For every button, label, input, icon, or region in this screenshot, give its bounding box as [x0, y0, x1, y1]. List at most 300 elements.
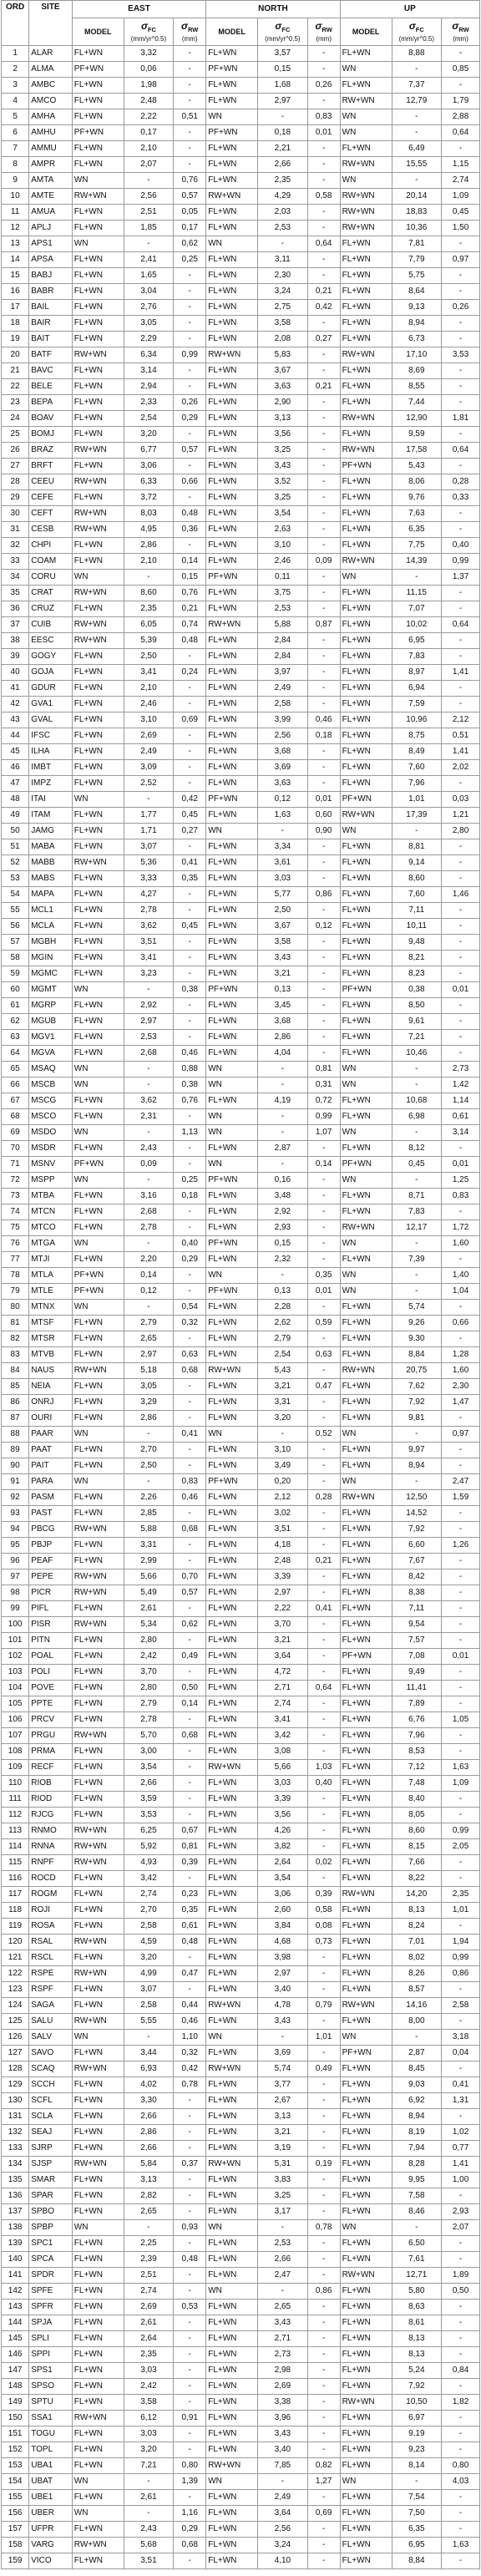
up-sigma-rw-cell: - [442, 903, 480, 919]
north-sigma-fc-cell: 3,41 [258, 1712, 308, 1728]
east-sigma-fc-cell: 2,68 [124, 1046, 174, 1062]
north-sigma-rw-cell: - [307, 2236, 340, 2252]
east-sigma-rw-cell: - [174, 1776, 206, 1792]
ord-cell: 64 [2, 1046, 29, 1062]
up-sigma-fc-cell: 17,58 [392, 443, 442, 459]
ord-cell: 62 [2, 1014, 29, 1030]
ord-cell: 69 [2, 1125, 29, 1141]
east-sigma-rw-cell: - [174, 538, 206, 554]
up-sigma-fc-cell: 8,02 [392, 1950, 442, 1966]
table-row [2, 2268, 480, 2284]
north-sigma-fc-cell: 5,83 [258, 347, 308, 363]
up-sigma-rw-cell: - [442, 966, 480, 982]
north-sigma-rw-cell: - [307, 649, 340, 665]
table-row [2, 2157, 480, 2173]
ord-cell: 29 [2, 490, 29, 506]
north-sigma-rw-cell: 0,19 [307, 2157, 340, 2173]
ord-cell: 158 [2, 2538, 29, 2553]
east-sigma-rw-cell: - [174, 2188, 206, 2204]
east-sigma-fc-cell: 3,31 [124, 1538, 174, 1554]
up-model-cell: FL+WN [340, 284, 392, 300]
east-sigma-fc-cell: 3,62 [124, 919, 174, 935]
north-sigma-rw-cell: - [307, 1411, 340, 1427]
north-model-cell: FL+WN [206, 1522, 258, 1538]
up-model-cell: FL+WN [340, 2315, 392, 2331]
site-cell: EESC [29, 633, 73, 649]
north-sigma-fc-cell: - [258, 824, 308, 839]
up-sigma-fc-cell: 7,60 [392, 760, 442, 776]
north-sigma-rw-cell: - [307, 2442, 340, 2458]
table-row [2, 982, 480, 998]
north-sigma-rw-cell: - [307, 1395, 340, 1411]
up-sigma-rw-cell: - [442, 1808, 480, 1823]
up-model-cell: FL+WN [340, 697, 392, 712]
east-sigma-rw-cell: 0,57 [174, 1585, 206, 1601]
ord-cell: 153 [2, 2458, 29, 2474]
north-model-cell: WN [206, 1125, 258, 1141]
ord-cell: 88 [2, 1427, 29, 1443]
north-model-cell: FL+WN [206, 903, 258, 919]
site-cell: BAIT [29, 332, 73, 347]
east-sigma-rw-cell: - [174, 2284, 206, 2300]
up-sigma-rw-cell: - [442, 2300, 480, 2315]
table-row [2, 459, 480, 474]
north-model-cell: FL+WN [206, 46, 258, 62]
north-sigma-fc-cell: 0,11 [258, 570, 308, 586]
north-sigma-fc-cell: 2,65 [258, 2300, 308, 2315]
east-sigma-fc-cell: 6,12 [124, 2411, 174, 2426]
up-sigma-fc-cell: 8,84 [392, 2553, 442, 2569]
north-sigma-rw-cell: - [307, 268, 340, 284]
up-sigma-rw-cell: - [442, 2252, 480, 2268]
table-row [2, 1490, 480, 1506]
site-cell: VICO [29, 2553, 73, 2569]
north-sigma-fc-cell: 3,25 [258, 2188, 308, 2204]
north-model-cell: FL+WN [206, 2236, 258, 2252]
site-cell: ALAR [29, 46, 73, 62]
east-sigma-rw-cell: 0,69 [174, 712, 206, 728]
up-model-cell: FL+WN [340, 839, 392, 855]
up-sigma-fc-cell: 8,69 [392, 363, 442, 379]
east-model-cell: FL+WN [72, 2458, 124, 2474]
table-row [2, 586, 480, 601]
ord-cell: 40 [2, 665, 29, 681]
north-sigma-fc-cell: 3,21 [258, 1379, 308, 1395]
north-model-cell: FL+WN [206, 808, 258, 824]
east-sigma-fc-cell: 2,33 [124, 395, 174, 411]
up-model-cell: WN [340, 1284, 392, 1300]
east-sigma-fc-cell: 2,51 [124, 205, 174, 221]
east-model-cell: FL+WN [72, 78, 124, 94]
site-cell: CESB [29, 522, 73, 538]
up-model-cell: FL+WN [340, 2506, 392, 2522]
site-cell: PEAF [29, 1554, 73, 1569]
north-model-cell: FL+WN [206, 2331, 258, 2347]
up-sigma-rw-cell: - [442, 395, 480, 411]
east-sigma-fc-cell: 2,86 [124, 538, 174, 554]
ord-cell: 39 [2, 649, 29, 665]
up-model-cell: FL+WN [340, 2093, 392, 2109]
east-model-cell: RW+WN [72, 1839, 124, 1855]
up-sigma-rw-cell: - [442, 1141, 480, 1157]
east-sigma-rw-cell: - [174, 681, 206, 697]
table-row [2, 2395, 480, 2411]
up-sigma-fc-cell: 17,10 [392, 347, 442, 363]
up-sigma-fc-cell: 7,44 [392, 395, 442, 411]
ord-cell: 16 [2, 284, 29, 300]
north-model-cell: FL+WN [206, 1617, 258, 1633]
east-sigma-rw-cell: 0,62 [174, 1617, 206, 1633]
north-sigma-fc-cell: 0,16 [258, 1173, 308, 1189]
site-cell: ALMA [29, 62, 73, 78]
north-sigma-fc-cell: 3,63 [258, 776, 308, 792]
east-sigma-rw-cell: 0,57 [174, 443, 206, 459]
site-cell: BATF [29, 347, 73, 363]
up-sigma-fc-cell: 7,62 [392, 1379, 442, 1395]
north-sigma-rw-cell: 0,72 [307, 1093, 340, 1109]
east-model-cell: FL+WN [72, 1538, 124, 1554]
east-sigma-rw-cell: 0,80 [174, 2458, 206, 2474]
table-row [2, 347, 480, 363]
up-sigma-fc-cell: 7,57 [392, 1633, 442, 1649]
up-sigma-fc-cell: 9,95 [392, 2173, 442, 2188]
site-cell: MSNV [29, 1157, 73, 1173]
up-model-cell: WN [340, 2474, 392, 2490]
east-model-cell: RW+WN [72, 1728, 124, 1744]
north-sigma-fc-cell: 3,10 [258, 538, 308, 554]
east-model-cell: FL+WN [72, 2093, 124, 2109]
east-sigma-fc-cell: 5,70 [124, 1728, 174, 1744]
east-model-cell: PF+WN [72, 62, 124, 78]
east-model-cell: FL+WN [72, 712, 124, 728]
up-sigma-rw-cell: - [442, 506, 480, 522]
site-cell: AMPR [29, 157, 73, 173]
north-model-cell: FL+WN [206, 1411, 258, 1427]
ord-cell: 33 [2, 554, 29, 570]
up-model-cell: FL+WN [340, 871, 392, 887]
north-sigma-fc-cell: 3,52 [258, 474, 308, 490]
up-sigma-rw-cell: - [442, 1681, 480, 1696]
table-row [2, 935, 480, 951]
east-sigma-fc-cell: 6,34 [124, 347, 174, 363]
north-sigma-rw-cell: - [307, 1300, 340, 1316]
east-model-cell: PF+WN [72, 1284, 124, 1300]
up-sigma-fc-cell: - [392, 1268, 442, 1284]
site-cell: CEEU [29, 474, 73, 490]
east-model-cell: WN [72, 1236, 124, 1252]
up-model-cell: FL+WN [340, 1538, 392, 1554]
site-cell: GVA1 [29, 697, 73, 712]
east-sigma-fc-cell: 3,72 [124, 490, 174, 506]
ord-cell: 116 [2, 1871, 29, 1887]
up-sigma-fc-cell: 7,39 [392, 1252, 442, 1268]
table-row [2, 300, 480, 316]
site-cell: SPPI [29, 2347, 73, 2363]
north-sigma-rw-cell: - [307, 935, 340, 951]
north-sigma-fc-cell: 3,03 [258, 1776, 308, 1792]
up-sigma-rw-cell: 1,25 [442, 1173, 480, 1189]
up-sigma-rw-cell: 0,64 [442, 443, 480, 459]
up-sigma-rw-cell: - [442, 1792, 480, 1808]
east-model-cell: FL+WN [72, 951, 124, 966]
table-row [2, 728, 480, 744]
north-model-cell: FL+WN [206, 839, 258, 855]
up-model-cell: FL+WN [340, 2347, 392, 2363]
up-sigma-rw-cell: 0,97 [442, 252, 480, 268]
east-sigma-rw-cell: 0,24 [174, 665, 206, 681]
east-model-cell: FL+WN [72, 94, 124, 109]
north-sigma-rw-cell: 0,01 [307, 1284, 340, 1300]
north-sigma-fc-cell: 3,39 [258, 1792, 308, 1808]
up-sigma-rw-cell: - [442, 1014, 480, 1030]
site-cell: ILHA [29, 744, 73, 760]
up-header: UP [340, 1, 479, 18]
east-model-cell: FL+WN [72, 2490, 124, 2506]
table-row [2, 966, 480, 982]
east-sigma-rw-cell: - [174, 1665, 206, 1681]
table-row [2, 2077, 480, 2093]
up-sigma-fc-cell: 18,83 [392, 205, 442, 221]
up-sigma-rw-cell: 1,63 [442, 2538, 480, 2553]
table-row [2, 2490, 480, 2506]
up-model-cell: FL+WN [340, 1823, 392, 1839]
up-sigma-fc-cell: - [392, 2030, 442, 2046]
up-sigma-rw-cell: - [442, 681, 480, 697]
north-sigma-rw-cell: - [307, 141, 340, 157]
up-model-cell: PF+WN [340, 982, 392, 998]
north-model-cell: FL+WN [206, 1871, 258, 1887]
up-model-cell: WN [340, 2220, 392, 2236]
east-sigma-fc-cell: 2,61 [124, 2315, 174, 2331]
north-sigma-rw-cell: - [307, 665, 340, 681]
up-sigma-rw-cell: 0,86 [442, 1966, 480, 1982]
ord-cell: 5 [2, 109, 29, 125]
up-sigma-fc-cell: - [392, 1427, 442, 1443]
east-sigma-rw-cell: 0,68 [174, 1522, 206, 1538]
east-sigma-rw-cell: - [174, 1538, 206, 1554]
north-model-cell: WN [206, 2284, 258, 2300]
east-sigma-fc-cell: 0,17 [124, 125, 174, 141]
north-sigma-rw-cell: 1,27 [307, 2474, 340, 2490]
east-sigma-fc-cell: 2,70 [124, 1903, 174, 1919]
up-model-cell: FL+WN [340, 1204, 392, 1220]
north-sigma-rw-cell: - [307, 1014, 340, 1030]
east-sigma-rw-cell: - [174, 2442, 206, 2458]
ord-cell: 129 [2, 2077, 29, 2093]
site-cell: MSCB [29, 1078, 73, 1093]
up-model-cell: FL+WN [340, 2284, 392, 2300]
up-sigma-rw-cell: 4,03 [442, 2474, 480, 2490]
east-sigma-fc-cell: 0,14 [124, 1268, 174, 1284]
up-model-cell: RW+WN [340, 221, 392, 236]
ord-cell: 65 [2, 1062, 29, 1078]
table-row [2, 1284, 480, 1300]
east-sigma-fc-cell: 3,16 [124, 1189, 174, 1204]
east-sigma-fc-cell: 2,56 [124, 189, 174, 205]
table-row [2, 1474, 480, 1490]
ord-cell: 14 [2, 252, 29, 268]
up-model-cell: FL+WN [340, 2061, 392, 2077]
table-row [2, 474, 480, 490]
north-model-cell: FL+WN [206, 1569, 258, 1585]
up-sigma-rw-cell: 1,15 [442, 157, 480, 173]
ord-cell: 111 [2, 1792, 29, 1808]
up-model-cell: WN [340, 1236, 392, 1252]
north-model-cell: PF+WN [206, 570, 258, 586]
east-model-cell: RW+WN [72, 347, 124, 363]
north-model-cell: FL+WN [206, 1316, 258, 1331]
ord-cell: 1 [2, 46, 29, 62]
north-model-cell: FL+WN [206, 506, 258, 522]
north-model-cell: FL+WN [206, 649, 258, 665]
up-sigma-fc-cell: 7,50 [392, 2506, 442, 2522]
up-sigma-fc-cell: - [392, 2474, 442, 2490]
north-sigma-rw-cell: - [307, 855, 340, 871]
up-sigma-rw-cell: 1,00 [442, 2173, 480, 2188]
east-sigma-rw-cell: - [174, 379, 206, 395]
north-sigma-rw-cell: 0,09 [307, 554, 340, 570]
up-model-cell: FL+WN [340, 141, 392, 157]
east-sigma-rw-cell: - [174, 2395, 206, 2411]
east-sigma-fc-cell: 8,60 [124, 586, 174, 601]
up-model-cell: FL+WN [340, 1681, 392, 1696]
table-row [2, 1522, 480, 1538]
table-row [2, 189, 480, 205]
site-cell: POAL [29, 1649, 73, 1665]
up-sigma-rw-cell: 0,64 [442, 617, 480, 633]
east-sigma-rw-cell: - [174, 1982, 206, 1998]
east-sigma-rw-cell: 0,68 [174, 2538, 206, 2553]
east-sigma-fc-cell: 3,54 [124, 1760, 174, 1776]
up-sigma-fc-cell: 5,74 [392, 1300, 442, 1316]
table-row [2, 760, 480, 776]
east-model-cell: FL+WN [72, 966, 124, 982]
north-sigma-rw-cell: 1,07 [307, 1125, 340, 1141]
up-sigma-rw-cell: - [442, 1982, 480, 1998]
up-model-cell: FL+WN [340, 1617, 392, 1633]
up-sigma-rw-cell: 0,01 [442, 982, 480, 998]
ord-cell: 139 [2, 2236, 29, 2252]
up-model-cell: FL+WN [340, 935, 392, 951]
north-sigma-fc-cell: 4,68 [258, 1935, 308, 1950]
up-sigma-rw-cell: 2,93 [442, 2204, 480, 2220]
ord-cell: 77 [2, 1252, 29, 1268]
east-model-cell: WN [72, 2506, 124, 2522]
ord-cell: 50 [2, 824, 29, 839]
north-sigma-rw-cell: - [307, 1633, 340, 1649]
east-model-header: MODEL [72, 18, 124, 46]
up-sigma-rw-cell: - [442, 2188, 480, 2204]
north-model-cell: FL+WN [206, 427, 258, 443]
up-sigma-fc-cell: 9,03 [392, 2077, 442, 2093]
north-sigma-rw-cell: 0,86 [307, 887, 340, 903]
north-model-cell: FL+WN [206, 1728, 258, 1744]
table-row [2, 1998, 480, 2014]
east-sigma-rw-cell: - [174, 1157, 206, 1173]
up-sigma-rw-cell: - [442, 2522, 480, 2538]
east-sigma-rw-cell: - [174, 760, 206, 776]
table-row [2, 2331, 480, 2347]
up-sigma-fc-cell: 7,67 [392, 1554, 442, 1569]
up-model-cell: WN [340, 1173, 392, 1189]
east-sigma-fc-cell: 3,44 [124, 2046, 174, 2061]
east-model-cell: RW+WN [72, 189, 124, 205]
table-row [2, 697, 480, 712]
north-model-cell: FL+WN [206, 1823, 258, 1839]
site-cell: BAIL [29, 300, 73, 316]
site-cell: RJCG [29, 1808, 73, 1823]
east-sigma-rw-cell: - [174, 887, 206, 903]
ord-cell: 99 [2, 1601, 29, 1617]
east-model-cell: FL+WN [72, 268, 124, 284]
north-sigma-rw-cell: - [307, 2173, 340, 2188]
north-model-cell: WN [206, 1427, 258, 1443]
east-model-cell: WN [72, 2030, 124, 2046]
north-model-cell: FL+WN [206, 1046, 258, 1062]
north-sigma-fc-cell: 3,43 [258, 951, 308, 966]
up-model-cell: FL+WN [340, 474, 392, 490]
north-sigma-rw-cell: - [307, 1189, 340, 1204]
north-model-cell: FL+WN [206, 2315, 258, 2331]
up-sigma-fc-cell: 9,13 [392, 300, 442, 316]
up-sigma-fc-cell: 8,14 [392, 2458, 442, 2474]
up-sigma-rw-cell: - [442, 2014, 480, 2030]
up-sigma-rw-cell: 0,61 [442, 1109, 480, 1125]
up-sigma-rw-cell: - [442, 855, 480, 871]
up-sigma-rw-cell: - [442, 268, 480, 284]
up-sigma-rw-cell: - [442, 459, 480, 474]
up-sigma-rw-cell: - [442, 2347, 480, 2363]
east-sigma-fc-cell: 2,79 [124, 1316, 174, 1331]
up-sigma-fc-cell: 7,94 [392, 2141, 442, 2157]
east-model-cell: FL+WN [72, 252, 124, 268]
site-cell: BAVC [29, 363, 73, 379]
up-model-cell: FL+WN [340, 1316, 392, 1331]
north-sigma-rw-cell: - [307, 1220, 340, 1236]
up-model-cell: FL+WN [340, 2442, 392, 2458]
east-sigma-fc-cell: 7,21 [124, 2458, 174, 2474]
north-sigma-fc-cell: 2,49 [258, 681, 308, 697]
site-cell: MTSR [29, 1331, 73, 1347]
east-model-cell: FL+WN [72, 2300, 124, 2315]
east-model-cell: FL+WN [72, 2141, 124, 2157]
site-cell: AMCO [29, 94, 73, 109]
up-model-cell: FL+WN [340, 887, 392, 903]
east-sigma-fc-cell: 6,33 [124, 474, 174, 490]
north-model-cell: FL+WN [206, 2077, 258, 2093]
east-sigma-fc-cell: - [124, 2506, 174, 2522]
east-sigma-rw-cell: 0,76 [174, 586, 206, 601]
up-sigma-rw-cell: - [442, 1046, 480, 1062]
up-sigma-rw-cell: 1,41 [442, 744, 480, 760]
up-sigma-fc-cell: - [392, 1062, 442, 1078]
up-sigma-rw-cell: - [442, 1919, 480, 1935]
site-cell: GOJA [29, 665, 73, 681]
east-sigma-fc-cell: 1,85 [124, 221, 174, 236]
east-model-cell: FL+WN [72, 2046, 124, 2061]
east-sigma-rw-cell: - [174, 1443, 206, 1458]
up-sigma-rw-header: $\sigma_{RW}$ (mm) [442, 18, 480, 46]
up-model-cell: RW+WN [340, 2395, 392, 2411]
ord-cell: 59 [2, 966, 29, 982]
site-cell: MGMT [29, 982, 73, 998]
north-sigma-fc-header: $\sigma_{FC}$ (mm/yr^0.5) [258, 18, 308, 46]
up-model-cell: FL+WN [340, 776, 392, 792]
east-model-cell: WN [72, 1062, 124, 1078]
north-sigma-fc-cell: 3,49 [258, 1458, 308, 1474]
up-sigma-fc-cell: 7,58 [392, 2188, 442, 2204]
north-model-cell: FL+WN [206, 78, 258, 94]
